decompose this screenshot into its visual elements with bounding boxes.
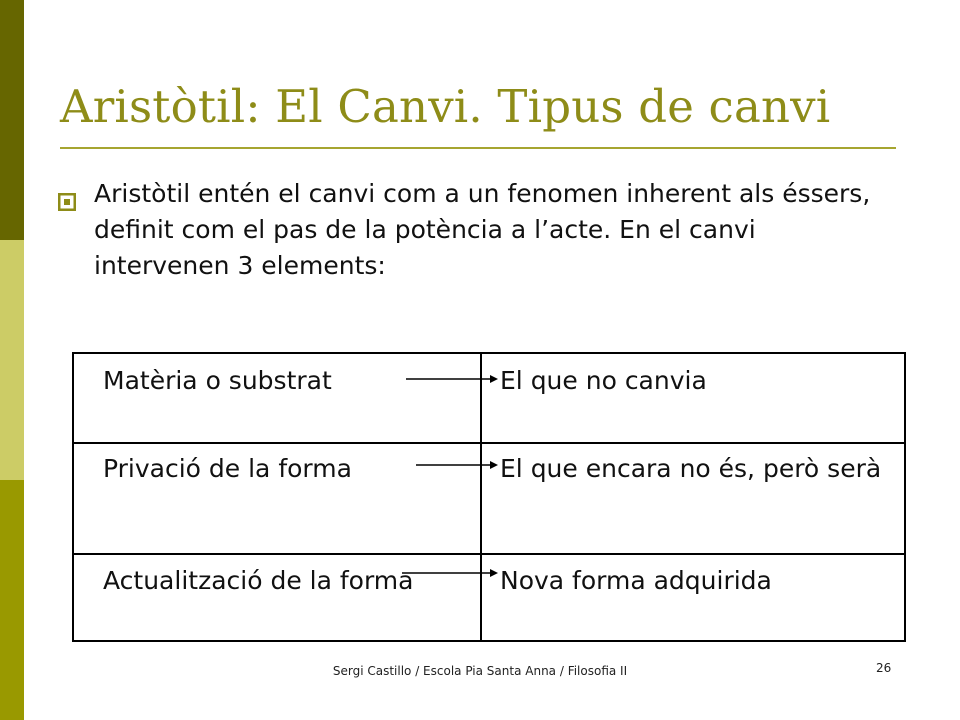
sidebar-segment-middle xyxy=(0,240,24,480)
table-cell-left: Privació de la forma xyxy=(103,454,352,483)
table-column-divider xyxy=(480,352,482,642)
slide-title: Aristòtil: El Canvi. Tipus de canvi xyxy=(60,80,831,133)
square-bullet-icon xyxy=(58,193,76,211)
title-divider xyxy=(60,147,896,149)
table-cell-right: El que no canvia xyxy=(500,366,707,395)
elements-table xyxy=(72,352,906,642)
footer-text: Sergi Castillo / Escola Pia Santa Anna / Filosofia II xyxy=(332,664,628,678)
table-cell-left: Matèria o substrat xyxy=(103,366,332,395)
sidebar-segment-bottom xyxy=(0,480,24,720)
table-row-divider xyxy=(72,553,906,555)
table-row-divider xyxy=(72,442,906,444)
sidebar-decoration xyxy=(0,0,24,720)
page-number: 26 xyxy=(876,661,892,675)
table-cell-right: Nova forma adquirida xyxy=(500,566,772,595)
arrow-right-icon xyxy=(402,568,498,578)
arrow-right-icon xyxy=(416,460,498,470)
table-cell-right: El que encara no és, però serà xyxy=(500,454,882,483)
sidebar-segment-top xyxy=(0,0,24,240)
arrow-right-icon xyxy=(406,374,498,384)
table-cell-left: Actualització de la forma xyxy=(103,566,414,595)
bullet-text: Aristòtil entén el canvi com a un fenomen inherent als éssers, definit com el pas de la potència a l’acte. En el canvi intervenen 3 elements: xyxy=(94,179,871,280)
